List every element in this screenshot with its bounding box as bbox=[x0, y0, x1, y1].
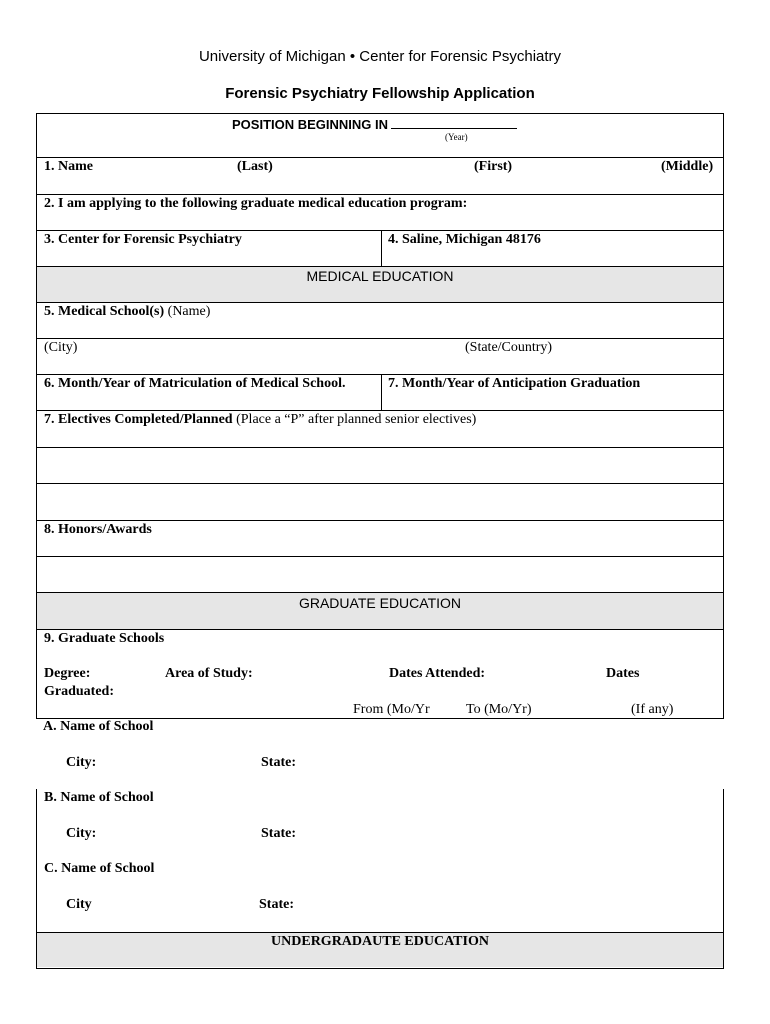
to-date-label: To (Mo/Yr) bbox=[466, 702, 532, 717]
name-label: 1. Name bbox=[44, 159, 93, 174]
city-hint: (City) bbox=[44, 340, 78, 355]
university-name: University of Michigan bbox=[198, 48, 346, 65]
honors-label: 8. Honors/Awards bbox=[44, 522, 152, 537]
undergraduate-education-heading: UNDERGRADAUTE EDUCATION bbox=[271, 934, 489, 949]
electives-blank-row-1[interactable] bbox=[37, 447, 723, 483]
honors-row[interactable] bbox=[37, 520, 723, 556]
program-label: 2. I am applying to the following graduate medical education program: bbox=[44, 196, 468, 211]
degree-label: Degree: bbox=[44, 666, 91, 681]
electives-row[interactable] bbox=[37, 410, 723, 447]
institution-line bbox=[0, 48, 760, 65]
location-label: 4. Saline, Michigan 48176 bbox=[388, 232, 541, 247]
area-of-study-label: Area of Study: bbox=[165, 666, 253, 681]
matriculation-label: 6. Month/Year of Matriculation of Medical School. bbox=[44, 376, 346, 391]
honors-blank-row[interactable] bbox=[37, 556, 723, 592]
bullet-separator: • bbox=[349, 48, 356, 65]
center-row bbox=[37, 230, 723, 266]
from-date-label: From (Mo/Yr bbox=[353, 702, 430, 717]
medical-education-heading: MEDICAL EDUCATION bbox=[306, 268, 454, 284]
dates-row-divider bbox=[381, 375, 382, 410]
center-row-divider bbox=[381, 231, 382, 266]
school-b-label: B. Name of School bbox=[44, 790, 154, 805]
school-c-label: C. Name of School bbox=[44, 861, 155, 876]
graduation-label: 7. Month/Year of Anticipation Graduation bbox=[388, 376, 641, 391]
dates-label: Dates bbox=[606, 666, 640, 681]
first-name-label: (First) bbox=[474, 159, 513, 174]
center-label: 3. Center for Forensic Psychiatry bbox=[44, 232, 242, 247]
school-a-state-label: State: bbox=[261, 755, 296, 770]
medical-school-location-row[interactable] bbox=[37, 338, 723, 374]
form-title: Forensic Psychiatry Fellowship Application bbox=[225, 85, 535, 102]
electives-label: 7. Electives Completed/Planned bbox=[44, 412, 233, 427]
medical-school-label: 5. Medical School(s) bbox=[44, 304, 165, 319]
graduate-education-header bbox=[37, 592, 723, 629]
name-row[interactable] bbox=[37, 157, 723, 194]
center-name: Center for Forensic Psychiatry bbox=[359, 48, 562, 65]
graduate-schools-block bbox=[37, 629, 723, 720]
last-name-label: (Last) bbox=[237, 159, 273, 174]
program-row[interactable] bbox=[37, 194, 723, 230]
undergraduate-education-header bbox=[37, 932, 723, 967]
school-c-city-label: City bbox=[66, 897, 92, 912]
position-row bbox=[37, 114, 723, 157]
if-any-label: (If any) bbox=[631, 702, 674, 717]
school-b-city-label: City: bbox=[66, 826, 97, 841]
application-form-upper bbox=[36, 113, 724, 719]
application-form-lower bbox=[36, 789, 724, 969]
graduate-education-heading: GRADUATE EDUCATION bbox=[298, 595, 462, 611]
graduated-label: Graduated: bbox=[44, 684, 114, 699]
electives-hint: (Place a “P” after planned senior electives) bbox=[236, 412, 477, 427]
position-year-input[interactable] bbox=[391, 116, 517, 129]
school-a-label: A. Name of School bbox=[43, 719, 154, 734]
medical-school-name-hint: (Name) bbox=[167, 304, 211, 319]
position-label-wrap bbox=[232, 116, 517, 132]
electives-label-wrap bbox=[44, 412, 476, 428]
medical-school-label-wrap bbox=[44, 304, 210, 320]
dates-attended-label: Dates Attended: bbox=[389, 666, 486, 681]
medical-education-header bbox=[37, 266, 723, 302]
graduate-schools-label: 9. Graduate Schools bbox=[44, 631, 165, 646]
dates-row bbox=[37, 374, 723, 410]
electives-blank-row-2[interactable] bbox=[37, 483, 723, 520]
year-caption: (Year) bbox=[445, 132, 468, 142]
position-label: POSITION BEGINNING IN bbox=[232, 117, 389, 132]
school-c-state-label: State: bbox=[259, 897, 294, 912]
school-b-state-label: State: bbox=[261, 826, 296, 841]
school-a-city-label: City: bbox=[66, 755, 97, 770]
state-country-hint: (State/Country) bbox=[465, 340, 553, 355]
medical-school-row[interactable] bbox=[37, 302, 723, 338]
middle-name-label: (Middle) bbox=[661, 159, 714, 174]
